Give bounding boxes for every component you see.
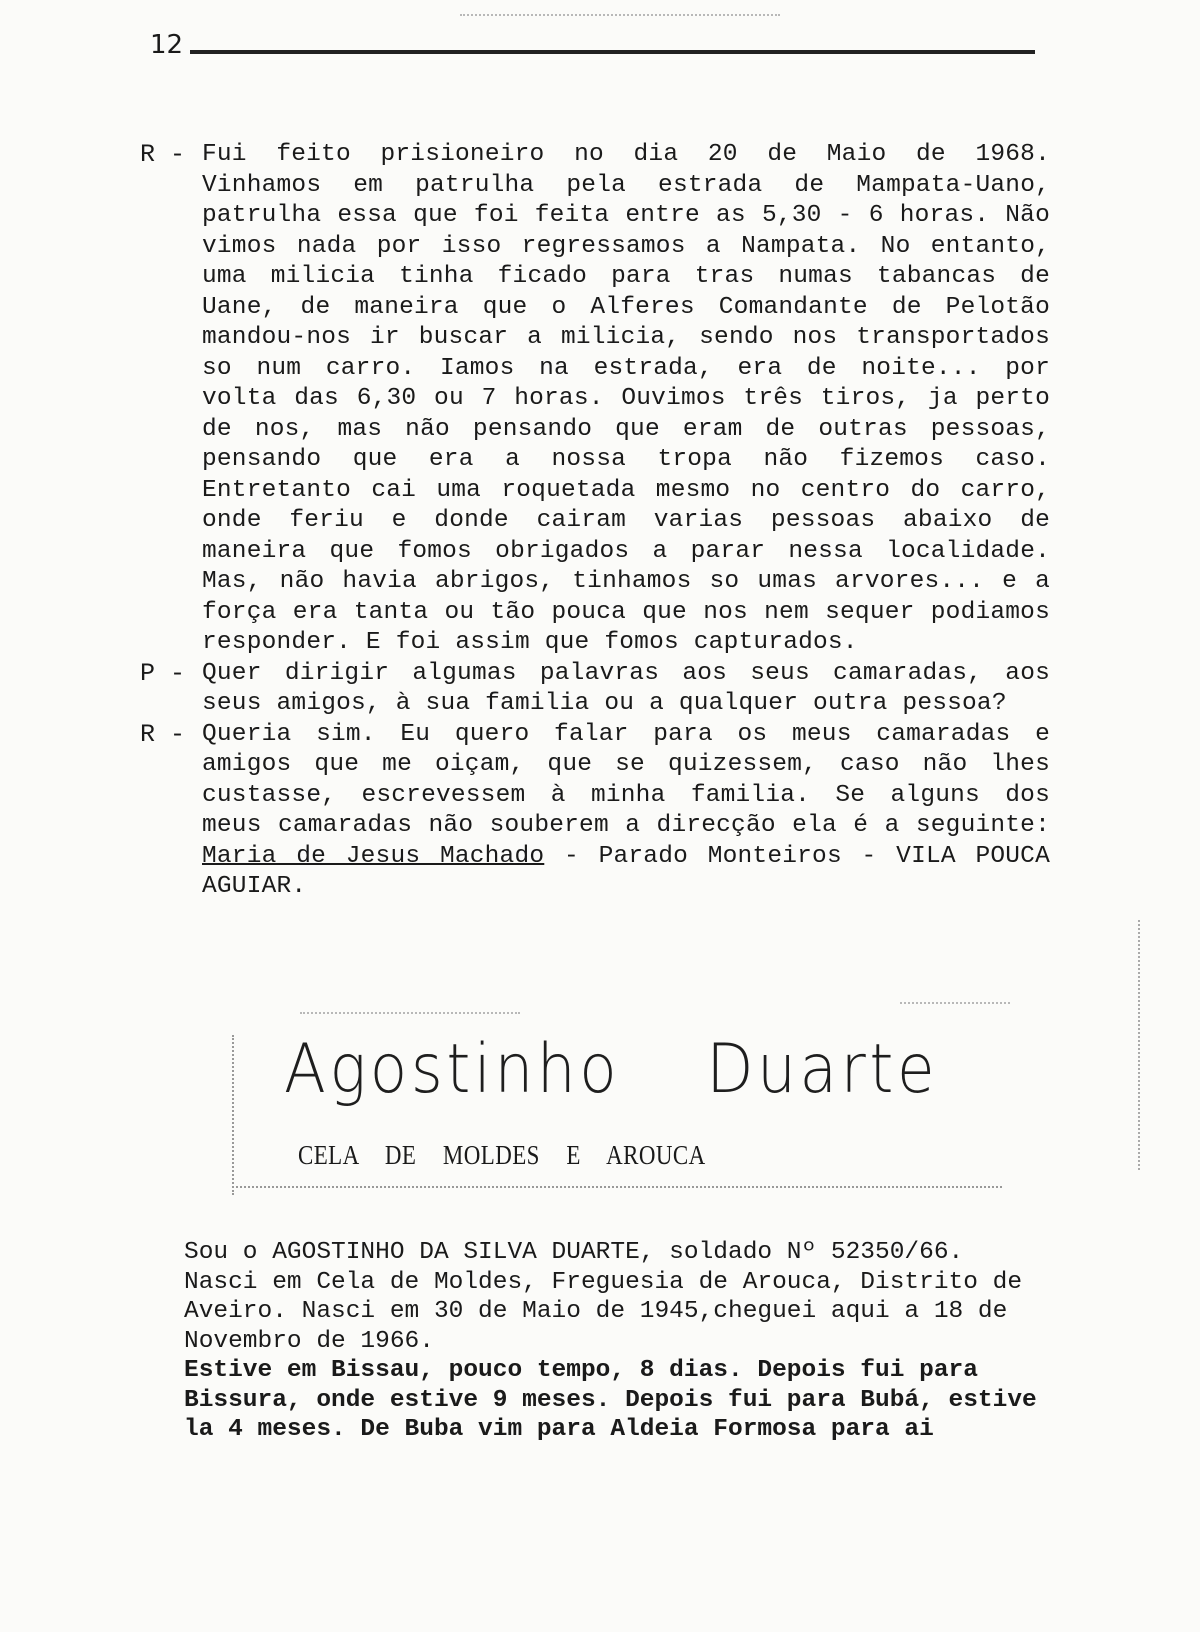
page-right-edge-mark <box>1138 920 1140 1170</box>
address-name: Maria de Jesus Machado <box>202 842 545 870</box>
answer-marker: R - <box>140 719 186 749</box>
answer-text-after: - Parado Monteiros - VILA POUCA AGUIAR. <box>202 842 1050 900</box>
scan-noise-mid <box>300 1012 520 1014</box>
answer-text-before: Queria sim. Eu quero falar para os meus camaradas e amigos que me oiçam, que se quizessem, caso não lhes custasse, escrevessem à minha familia. Se alguns dos meus camaradas não souberem a direcção ela é a seguinte: <box>202 720 1050 839</box>
bio-paragraph: Sou o AGOSTINHO DA SILVA DUARTE, soldado Nº 52350/66. Nasci em Cela de Moldes, Freguesia de Arouca, Distrito de Aveiro. Nasci em 30 de Maio de 1945,cheguei aqui a 18 de Novembro de 1966. <box>184 1239 1023 1355</box>
profile-box-bottom-edge <box>232 1186 1002 1188</box>
header-rule <box>190 50 1035 54</box>
profile-location: CELA DE MOLDES E AROUCA <box>298 1140 706 1170</box>
page-number: 12 <box>150 30 184 60</box>
question-message <box>140 659 1050 720</box>
question-marker: P - <box>140 658 186 688</box>
interview-section <box>140 140 1050 903</box>
answer-capture <box>140 140 1050 659</box>
answer-text <box>202 720 1050 903</box>
bio-paragraph: Estive em Bissau, pouco tempo, 8 dias. Depois fui para Bissura, onde estive 9 meses. Depois fui para Bubá, estive la 4 meses. De Buba vim para Aldeia Formosa para ai <box>184 1357 1037 1443</box>
profile-name: Agostinho Duarte <box>284 1030 939 1109</box>
answer-message <box>140 720 1050 903</box>
answer-marker: R - <box>140 140 186 169</box>
bio-section <box>184 1238 1044 1445</box>
question-text: Quer dirigir algumas palavras aos seus camaradas, aos seus amigos, à sua familia ou a qualquer outra pessoa? <box>202 659 1050 717</box>
profile-box-left-edge <box>232 1035 234 1195</box>
scan-noise-top <box>460 14 780 16</box>
scan-noise-mid-right <box>900 1002 1010 1004</box>
answer-text: Fui feito prisioneiro no dia 20 de Maio de 1968. Vinhamos em patrulha pela estrada de Mampata-Uano, patrulha essa que foi feita entre as 5,30 - 6 horas. Não vimos nada por isso regressamos a Nampata. No entanto, uma milicia tinha ficado para tras numas tabancas de Uane, de maneira que o Alferes Comandante de Pelotão mandou-nos ir buscar a milicia, sendo nos transportados so num carro. Iamos na estrada, era de noite... por volta das 6,30 ou 7 horas. Ouvimos três tiros, ja perto de nos, mas não pensando que eram de outras pessoas, pensando que era a nossa tropa não fizemos caso. Entretanto cai uma roquetada mesmo no centro do carro, onde feriu e donde cairam varias pessoas abaixo de maneira que fomos obrigados a parar nessa localidade. Mas, não havia abrigos, tinhamos so umas arvores... e a força era tanta ou tão pouca que nos nem sequer podiamos responder. E foi assim que fomos capturados. <box>202 141 1050 656</box>
